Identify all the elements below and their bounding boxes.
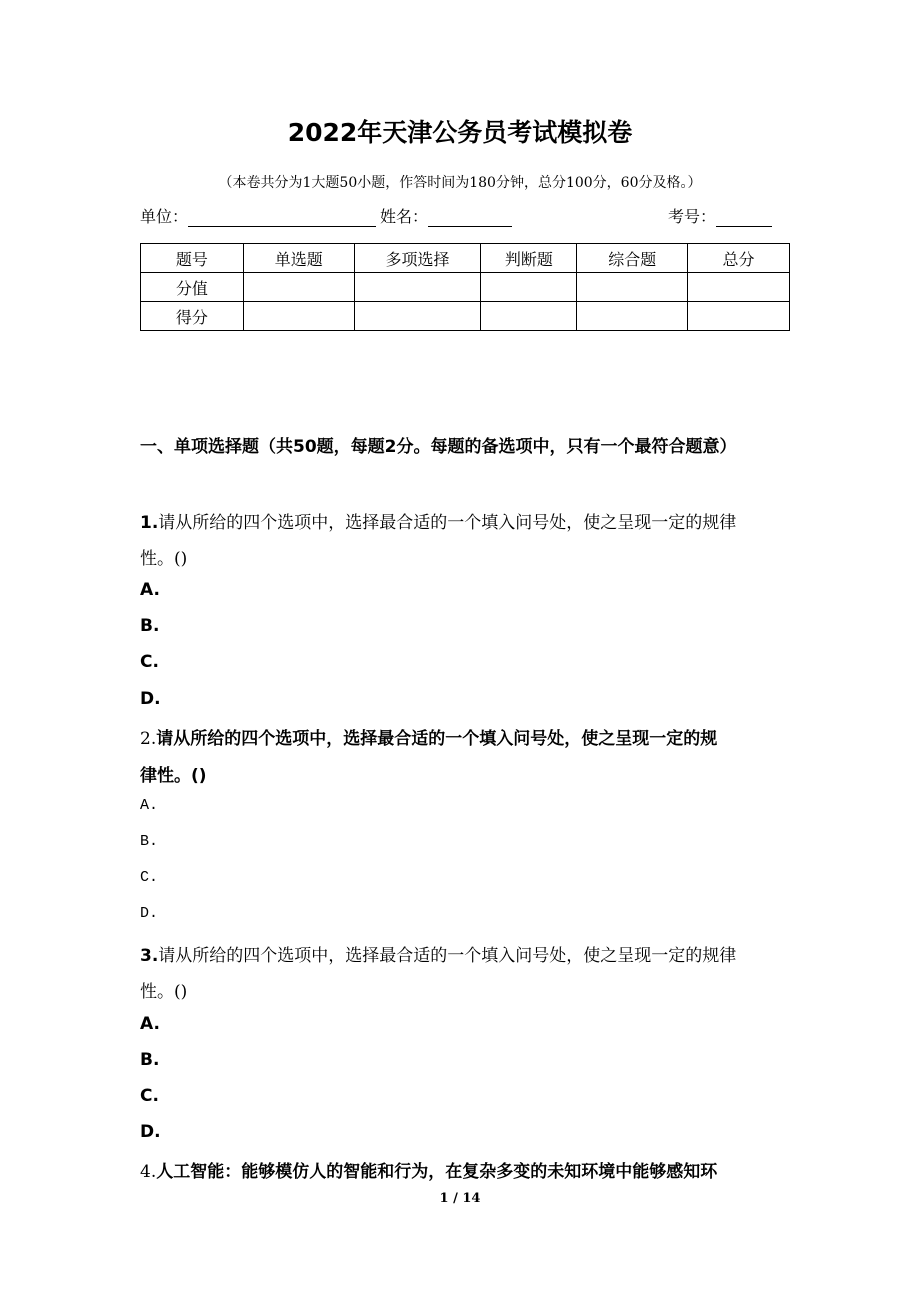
unit-field xyxy=(140,204,376,227)
question-number: 3. xyxy=(140,946,159,966)
row-label: 得分 xyxy=(141,302,244,331)
question-2-option-a: A. xyxy=(140,797,159,814)
exam-note: （本卷共分为1大题50小题，作答时间为180分钟，总分100分，60分及格。） xyxy=(218,175,702,191)
question-1-option-c: C. xyxy=(140,652,159,672)
question-2-option-c: C. xyxy=(140,869,159,886)
header-cell: 题号 xyxy=(141,244,244,273)
unit-blank xyxy=(188,208,376,227)
header-cell: 总分 xyxy=(688,244,790,273)
page-number: 1 / 14 xyxy=(439,1191,481,1206)
name-label: 姓名： xyxy=(380,207,429,226)
question-2-option-d: D. xyxy=(140,905,159,922)
score-table-header-row xyxy=(141,244,790,273)
question-1-option-d: D. xyxy=(140,689,161,709)
question-3-option-d: D. xyxy=(140,1122,161,1142)
score-cell xyxy=(481,302,577,331)
score-cell xyxy=(577,302,688,331)
question-3-option-a: A. xyxy=(140,1014,160,1034)
question-3-line-1 xyxy=(140,941,736,966)
score-table-row xyxy=(141,302,790,331)
question-3-option-b: B. xyxy=(140,1050,160,1070)
question-text: 人工智能：能够模仿人的智能和行为，在复杂多变的未知环境中能够感知环 xyxy=(156,1162,718,1182)
question-1-line-1 xyxy=(140,508,736,533)
exam-number-field xyxy=(668,204,772,227)
question-text: 请从所给的四个选项中，选择最合适的一个填入问号处，使之呈现一定的规 xyxy=(156,729,718,749)
score-cell xyxy=(481,273,577,302)
section-heading: 一、单项选择题（共50题，每题2分。每题的备选项中，只有一个最符合题意） xyxy=(140,437,737,457)
score-cell xyxy=(354,273,481,302)
question-2-line-1 xyxy=(140,724,717,749)
question-number: 4. xyxy=(140,1162,157,1182)
exam-number-blank xyxy=(716,208,772,227)
score-cell xyxy=(243,302,354,331)
header-cell: 判断题 xyxy=(481,244,577,273)
score-table xyxy=(140,243,790,331)
header-cell: 多项选择 xyxy=(354,244,481,273)
header-cell: 综合题 xyxy=(577,244,688,273)
question-number: 2. xyxy=(140,729,157,749)
unit-label: 单位： xyxy=(140,207,189,226)
page-title: 2022年天津公务员考试模拟卷 xyxy=(287,118,633,147)
exam-number-label: 考号： xyxy=(668,207,717,226)
row-label: 分值 xyxy=(141,273,244,302)
question-3-option-c: C. xyxy=(140,1086,159,1106)
question-1-option-b: B. xyxy=(140,616,160,636)
score-cell xyxy=(243,273,354,302)
question-2-line-2: 律性。() xyxy=(140,766,207,786)
question-number: 1. xyxy=(140,513,159,533)
score-cell xyxy=(354,302,481,331)
question-1-option-a: A. xyxy=(140,580,160,600)
name-blank xyxy=(428,208,512,227)
question-4-line-1 xyxy=(140,1157,717,1182)
question-text: 请从所给的四个选项中，选择最合适的一个填入问号处，使之呈现一定的规律 xyxy=(158,513,737,533)
score-cell xyxy=(688,302,790,331)
header-cell: 单选题 xyxy=(243,244,354,273)
score-table-row xyxy=(141,273,790,302)
question-1-line-2: 性。() xyxy=(140,549,188,569)
name-field xyxy=(380,204,512,227)
score-cell xyxy=(577,273,688,302)
score-cell xyxy=(688,273,790,302)
question-2-option-b: B. xyxy=(140,833,159,850)
question-3-line-2: 性。() xyxy=(140,982,188,1002)
question-text: 请从所给的四个选项中，选择最合适的一个填入问号处，使之呈现一定的规律 xyxy=(158,946,737,966)
